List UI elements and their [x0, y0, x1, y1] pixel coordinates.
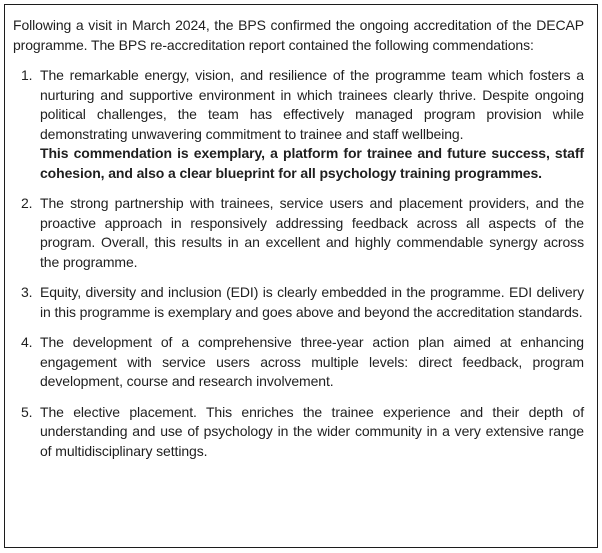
list-item-body [40, 333, 584, 392]
list-item-number: 4. [21, 334, 33, 350]
list-item-number: 3. [21, 284, 33, 300]
intro-paragraph: Following a visit in March 2024, the BPS confirmed the ongoing accreditation of the DECAP programme. The BPS re-accreditation report contained the following commendations: [13, 17, 584, 53]
list-item-number: 2. [21, 195, 33, 211]
list-item-bold-text: This commendation is exemplary, a platform for trainee and future success, staff cohesion, and also a clear blueprint for all psychology training programmes. [40, 145, 584, 181]
commendations-textbox [4, 4, 598, 548]
list-item-number: 1. [21, 67, 33, 83]
list-item-body [40, 194, 584, 272]
list-item-text: The elective placement. This enriches the trainee experience and their depth of understanding and use of psychology in the wider community in a very extensive range of multidisciplinary settings. [40, 403, 584, 459]
list-item-body [40, 283, 584, 322]
list-item [13, 403, 584, 462]
list-item-text: The remarkable energy, vision, and resilience of the programme team which fosters a nurturing and supportive environment in which trainees clearly thrive. Despite ongoing political challenges, the team has effectively managed program provision while demonstrating unwavering commitment to trainee and staff wellbeing. [40, 67, 584, 142]
list-item-body [40, 403, 584, 462]
list-item [13, 333, 584, 392]
list-item-number: 5. [21, 403, 33, 420]
list-item-body [40, 66, 584, 183]
list-item-text: The strong partnership with trainees, service users and placement providers, and the proactive approach in responsively addressing feedback across all aspects of the program. Overall, this results in an excellent and highly commendable synergy across the programme. [40, 195, 584, 270]
list-item-text: Equity, diversity and inclusion (EDI) is clearly embedded in the programme. EDI delivery in this programme is exemplary and goes above and beyond the accreditation standards. [40, 284, 584, 320]
list-item [13, 66, 584, 183]
list-item [13, 194, 584, 272]
list-item [13, 283, 584, 322]
list-item-text: The development of a comprehensive three-year action plan aimed at enhancing engagement with service users across multiple levels: direct feedback, program development, course and research involvement. [40, 334, 584, 389]
commendations-list [13, 66, 584, 461]
